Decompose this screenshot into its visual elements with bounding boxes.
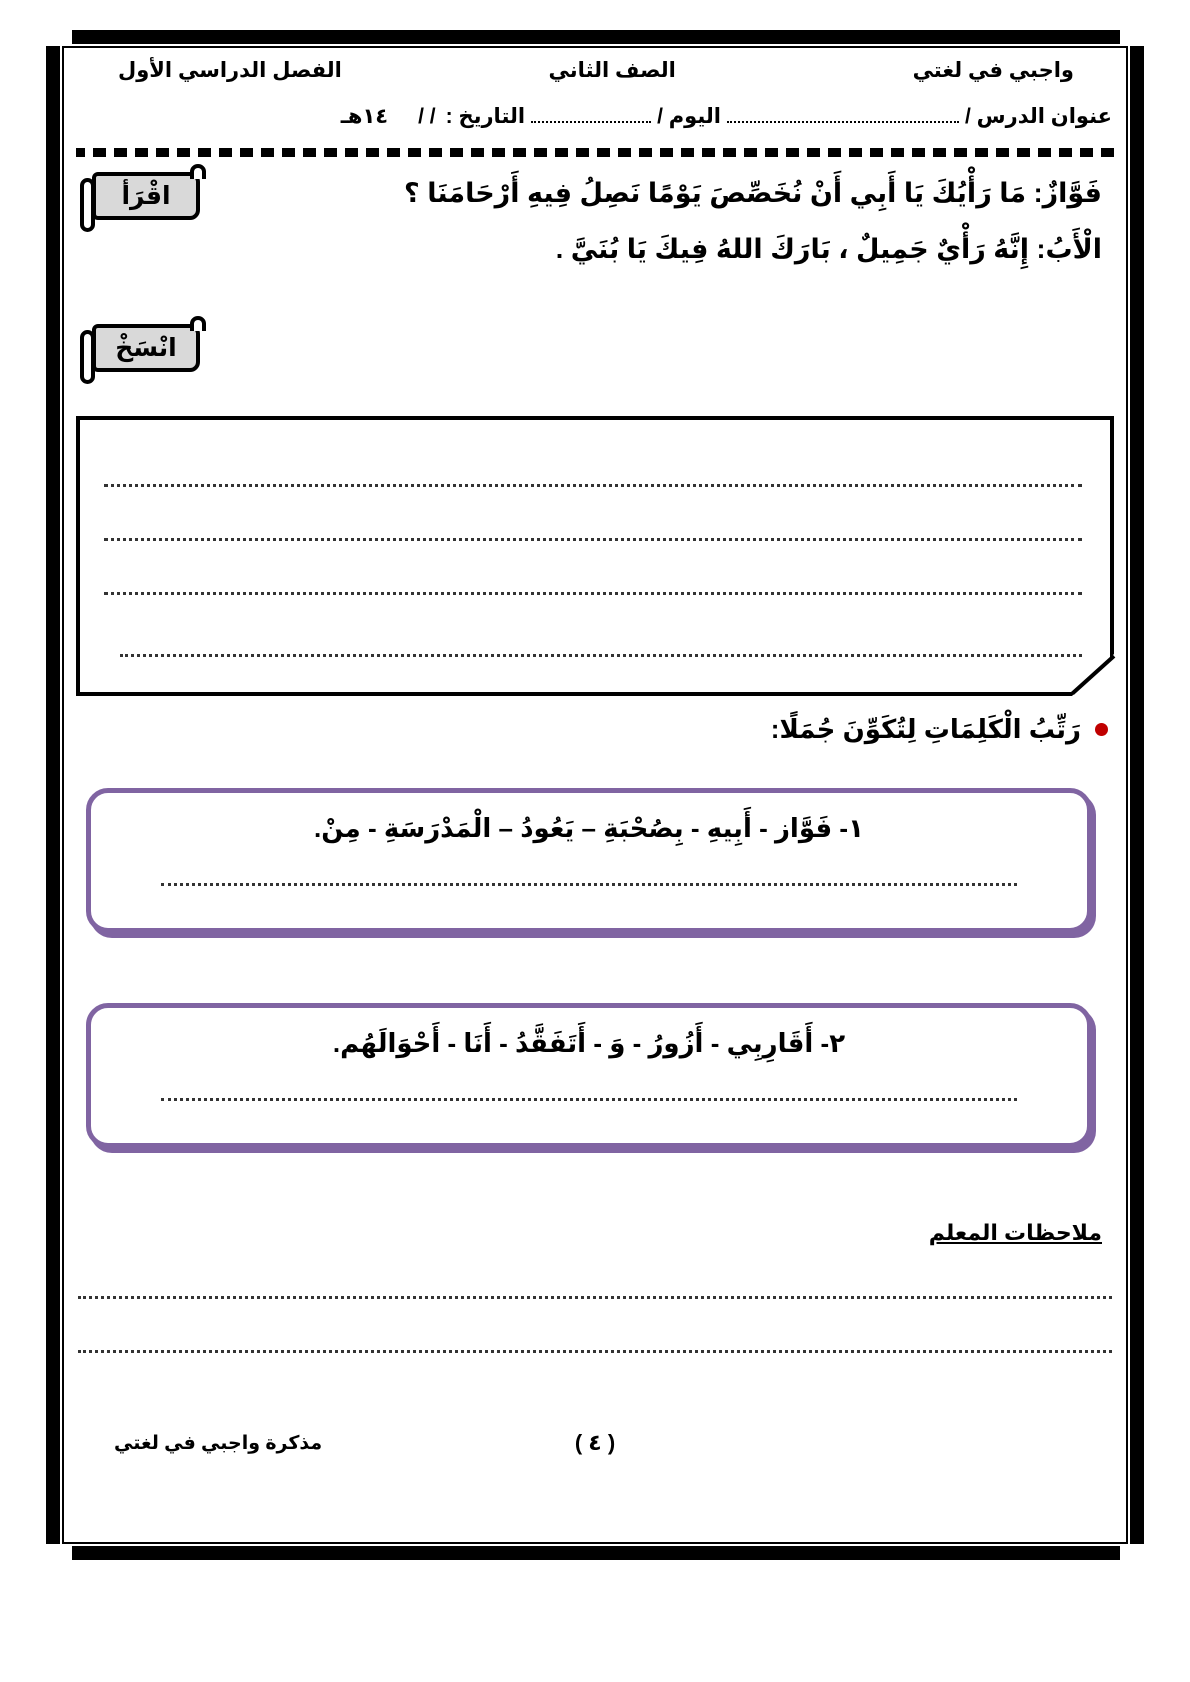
- exercise-answer-line-1[interactable]: [161, 883, 1017, 886]
- copy-writing-line[interactable]: [120, 654, 1082, 657]
- copy-banner-label: انْسَخْ: [115, 333, 177, 362]
- copy-writing-line[interactable]: [104, 538, 1082, 541]
- arrange-instruction-row: [76, 714, 1108, 745]
- read-line-1: فَوَّازٌ: مَا رَأْيُكَ يَا أَبِي أَنْ نُخَصِّصَ يَوْمًا نَصِلُ فِيهِ أَرْحَامَنَا ؟: [404, 178, 1102, 208]
- header-grade: الصف الثاني: [548, 59, 676, 82]
- exercise-box-1[interactable]: [86, 788, 1092, 933]
- lesson-title-field[interactable]: [727, 107, 959, 123]
- copy-banner-body: [92, 324, 200, 372]
- teacher-notes-line[interactable]: [78, 1296, 1112, 1299]
- read-banner: [78, 168, 204, 230]
- hijri-suffix: ١٤هـ: [340, 105, 389, 128]
- copy-answer-box[interactable]: [76, 416, 1114, 696]
- document-header: [78, 58, 1112, 83]
- lesson-title-label: عنوان الدرس /: [965, 105, 1112, 128]
- day-label: اليوم /: [657, 105, 721, 128]
- booklet-name: مذكرة واجبي في لغتي: [114, 1433, 323, 1454]
- frame-notch-top-left: [1120, 30, 1144, 46]
- date-label: التاريخ :: [445, 105, 526, 128]
- bullet-icon: [1095, 723, 1108, 736]
- header-subject: واجبي في لغتي: [912, 59, 1074, 82]
- read-banner-body: [92, 172, 200, 220]
- page-number: ( ٤ ): [574, 1430, 616, 1455]
- read-banner-roll: [80, 178, 95, 232]
- day-field[interactable]: [531, 107, 651, 123]
- read-banner-knob: [190, 164, 206, 179]
- page-content: [64, 48, 1126, 1542]
- copy-banner-roll: [80, 330, 95, 384]
- document-meta-row: [78, 104, 1112, 129]
- read-line-2: الْأَبُ: إِنَّهُ رَأْيٌ جَمِيلٌ ، بَارَكَ اللهُ فِيكَ يَا بُنَيَّ .: [555, 234, 1102, 264]
- copy-banner: [78, 320, 204, 382]
- copy-writing-line[interactable]: [104, 484, 1082, 487]
- exercise-box-2[interactable]: [86, 1003, 1092, 1148]
- copy-banner-knob: [190, 316, 206, 331]
- dashed-separator: [76, 148, 1114, 157]
- frame-notch-bottom-left: [1120, 1544, 1144, 1560]
- header-term: الفصل الدراسي الأول: [118, 59, 342, 82]
- frame-notch-bottom-right: [46, 1544, 72, 1560]
- date-value[interactable]: / /: [418, 105, 436, 128]
- exercise-words-2: ٢- أَقَارِبِي - أَزُورُ - وَ - أَتَفَقَّدُ - أَنَا - أَحْوَالَهُم.: [332, 1028, 846, 1058]
- teacher-notes-title: ملاحظات المعلم: [928, 1220, 1102, 1245]
- frame-notch-top-right: [46, 30, 72, 46]
- copy-writing-line[interactable]: [104, 592, 1082, 595]
- exercise-answer-line-2[interactable]: [161, 1098, 1017, 1101]
- exercise-words-1: ١- فَوَّاز - أَبِيهِ - بِصُحْبَةِ – يَعُودُ – الْمَدْرَسَةِ - مِنْ.: [314, 813, 864, 843]
- page-footer: [80, 1430, 1110, 1470]
- teacher-notes-line[interactable]: [78, 1350, 1112, 1353]
- arrange-instruction-text: رَتِّبُ الْكَلِمَاتِ لِتُكَوِّنَ جُمَلًا:: [770, 714, 1081, 744]
- read-banner-label: اقْرَأ: [121, 181, 171, 210]
